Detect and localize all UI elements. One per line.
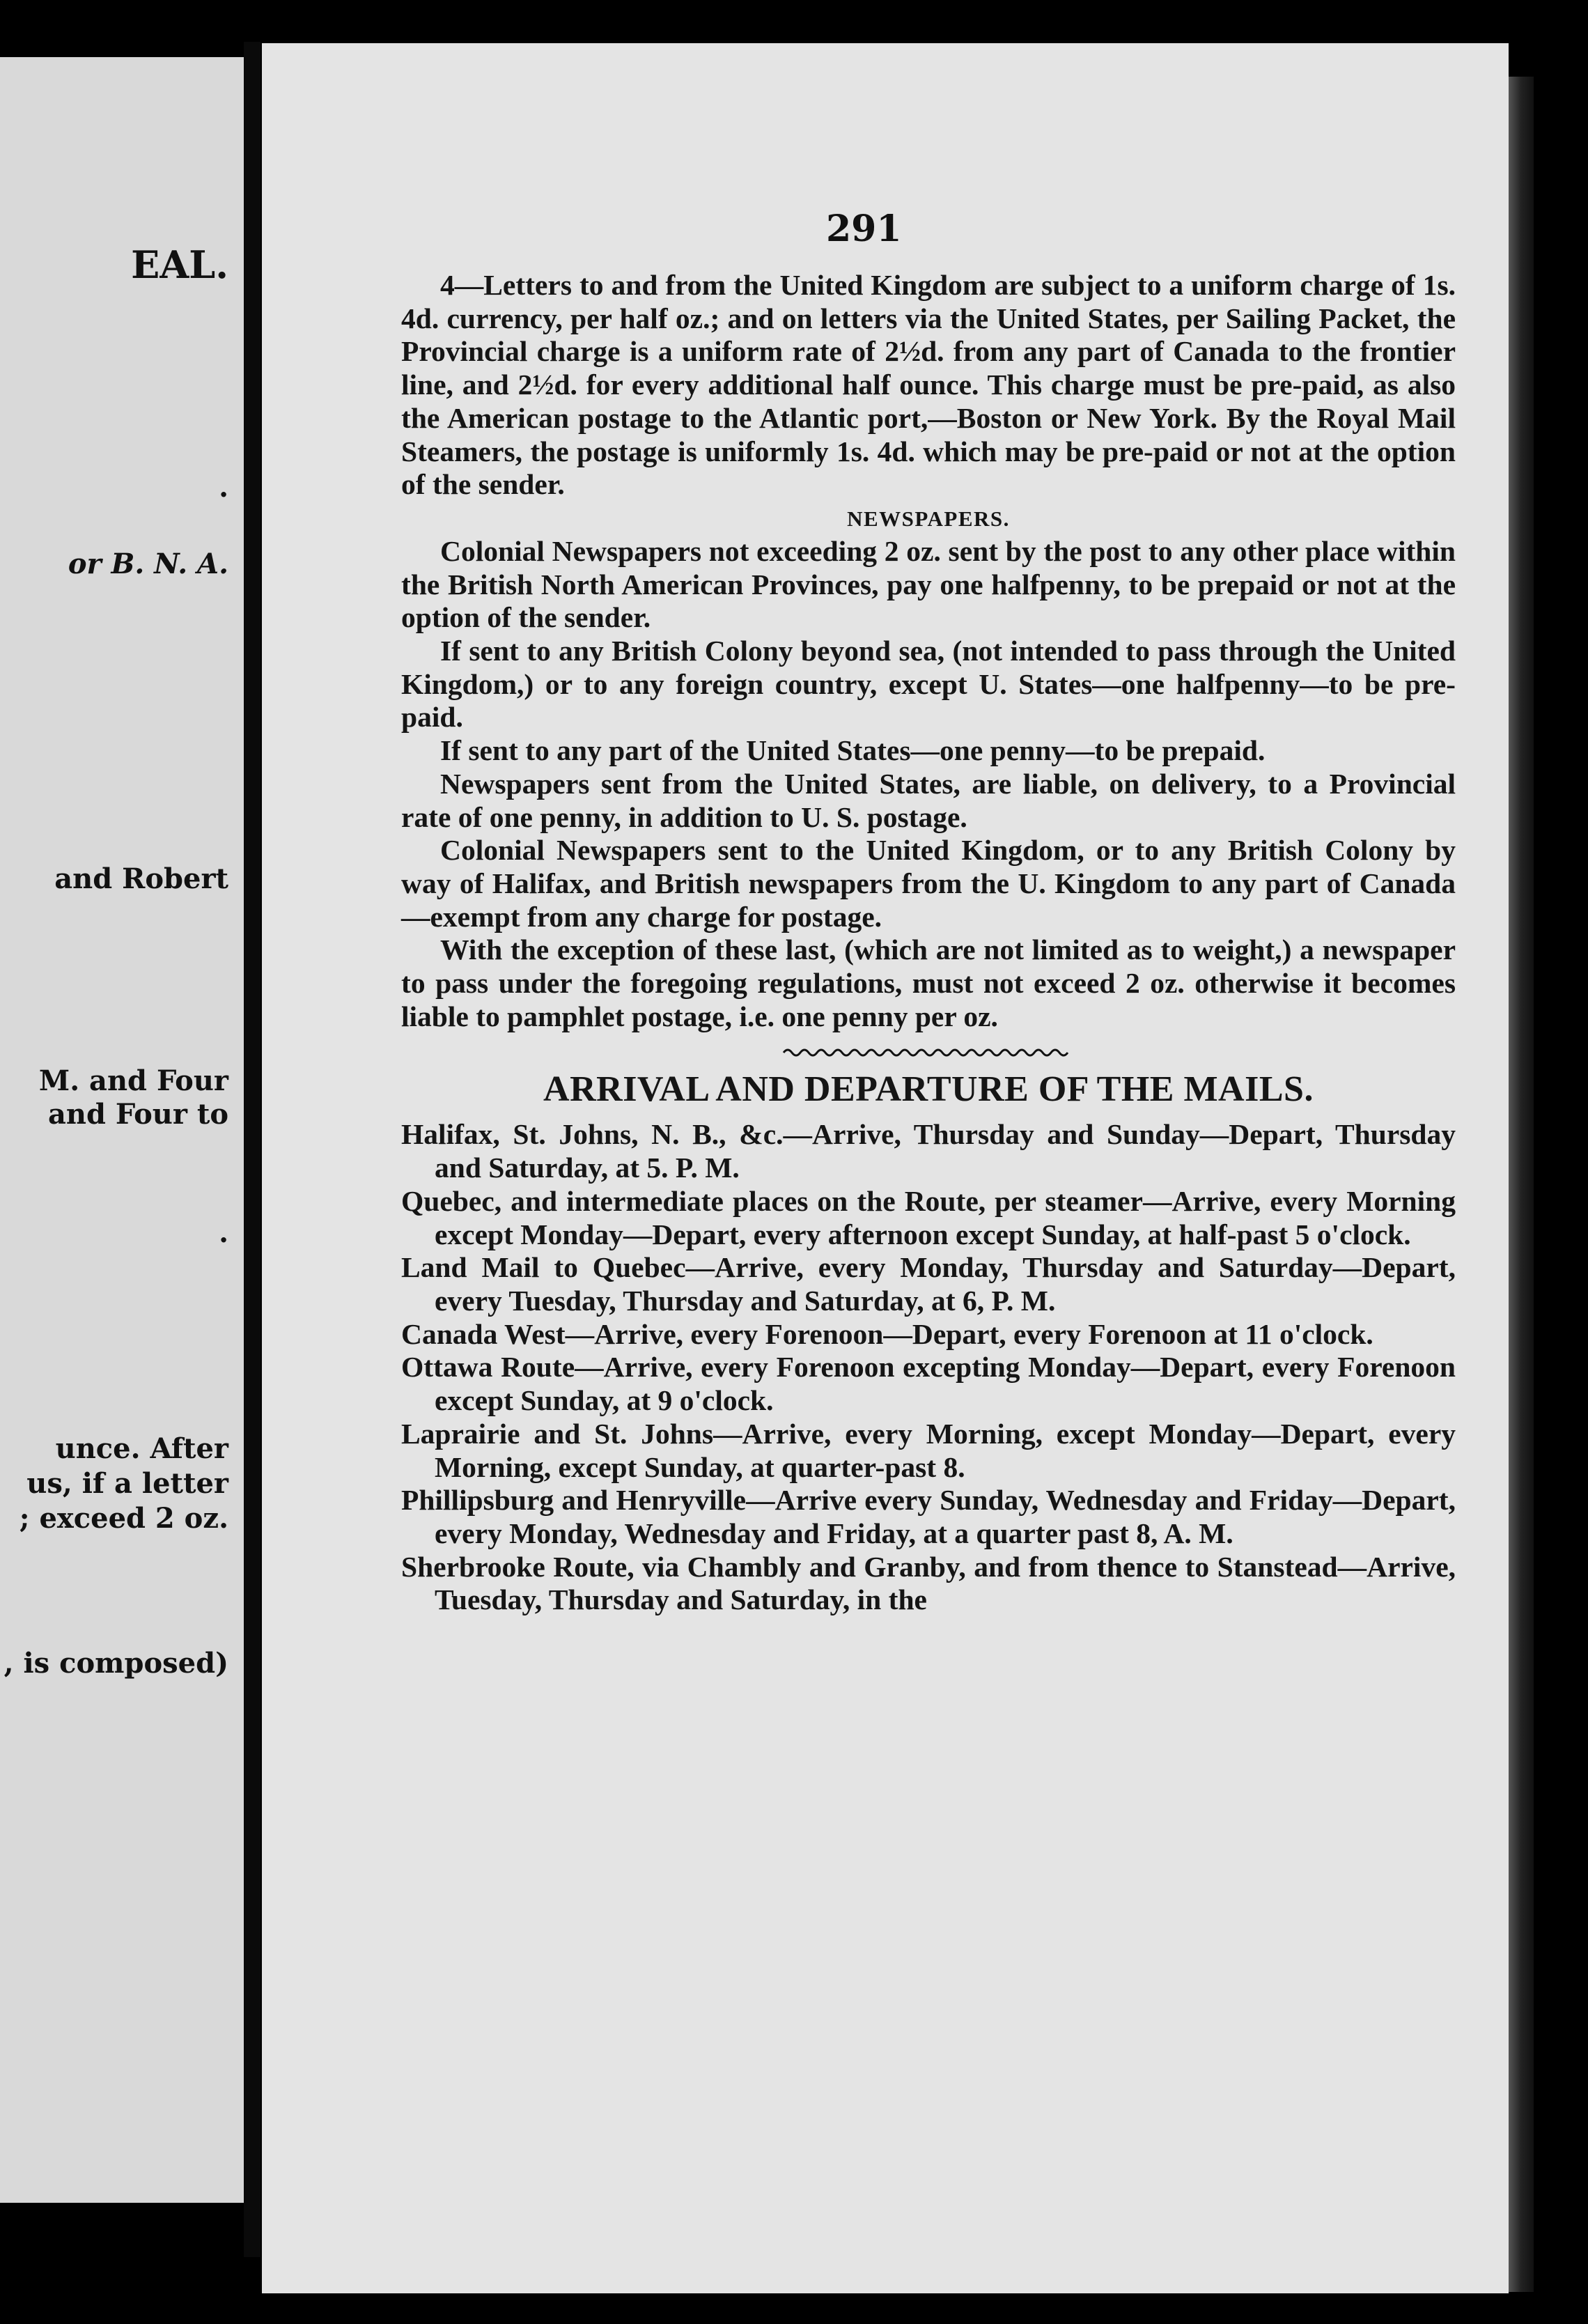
mails-heading: ARRIVAL AND DEPARTURE OF THE MAILS. (543, 1069, 1314, 1110)
left-page-text: and Four to (47, 1098, 228, 1131)
ornamental-divider (782, 1043, 1075, 1061)
newspapers-heading: NEWSPAPERS. (847, 506, 1010, 531)
book-gutter (244, 42, 260, 2257)
newspaper-paragraph: With the exception of these last, (which are not limited as to weight,) a newspaper to pass under the foregoing regulations, must not exceed 2 oz. otherwise it becomes liable to pamphlet postage, i.e. one penny per oz. (401, 934, 1456, 1032)
page-number: 291 (826, 208, 902, 250)
mail-route-entry: Canada West—Arrive, every Forenoon—Depart, every Forenoon at 11 o'clock. (401, 1317, 1373, 1350)
left-page-text: M. and Four (38, 1064, 228, 1097)
left-page-text: , is composed) (3, 1647, 228, 1680)
newspaper-paragraph: Colonial Newspapers not exceeding 2 oz. sent by the post to any other place within the British North American Provinces, pay one halfpenny, to be prepaid or not at the option of the sender. (401, 534, 1456, 634)
newspaper-paragraph: Newspapers sent from the United States, are liable, on delivery, to a Provincial rate of one penny, in addition to U. S. postage. (401, 767, 1456, 833)
left-page-text: unce. After (55, 1432, 228, 1465)
page-edge (1509, 77, 1534, 2292)
mail-route-entry: Halifax, St. Johns, N. B., &c.—Arrive, Thursday and Sunday—Depart, Thursday and Saturday, at 5. P. M. (401, 1118, 1456, 1184)
newspaper-paragraph: If sent to any part of the United States—one penny—to be prepaid. (440, 734, 1266, 767)
left-page-text: . (219, 471, 228, 504)
left-page-text: . (219, 1216, 228, 1249)
newspaper-paragraph: If sent to any British Colony beyond sea, (not intended to pass through the United Kingdom,) or to any foreign country, except U. States—one halfpenny—to be pre-paid. (401, 635, 1456, 734)
facing-page-fragment (0, 57, 244, 2203)
newspaper-paragraph: Colonial Newspapers sent to the United Kingdom, or to any British Colony by way of Halifax, and British newspapers from the U. Kingdom to any part of Canada—exempt from any charge for postage. (401, 834, 1456, 933)
left-page-text: EAL. (131, 242, 228, 287)
left-page-text: and Robert (54, 862, 228, 895)
left-page-text: us, if a letter (26, 1467, 228, 1500)
mail-route-entry: Ottawa Route—Arrive, every Forenoon excepting Monday—Depart, every Forenoon except Sunday, at 9 o'clock. (401, 1351, 1456, 1417)
mail-route-entry: Sherbrooke Route, via Chambly and Granby, and from thence to Stanstead—Arrive, Tuesday, Thursday and Saturday, in the (401, 1550, 1456, 1616)
letters-paragraph: 4—Letters to and from the United Kingdom are subject to a uniform charge of 1s. 4d. currency, per half oz.; and on letters via the United States, per Sailing Packet, the Provincial charge is a uniform rate of 2½d. from any part of Canada to the frontier line, and 2½d. for every additional half ounce. This charge must be pre-paid, as also the American postage to the Atlantic port,—Boston or New York. By the Royal Mail Steamers, the postage is uniformly 1s. 4d. which may be pre-paid or not at the option of the sender. (401, 269, 1456, 501)
mail-route-entry: Land Mail to Quebec—Arrive, every Monday, Thursday and Saturday—Depart, every Tuesday, Thursday and Saturday, at 6, P. M. (401, 1251, 1456, 1317)
page-body (401, 269, 1456, 1617)
book-page (262, 43, 1509, 2293)
left-page-text: or B. N. A. (68, 548, 228, 580)
mail-route-entry: Laprairie and St. Johns—Arrive, every Morning, except Monday—Depart, every Morning, except Sunday, at quarter-past 8. (401, 1417, 1456, 1483)
left-page-text: ; exceed 2 oz. (19, 1502, 228, 1535)
mail-route-entry: Phillipsburg and Henryville—Arrive every Sunday, Wednesday and Friday—Depart, every Monday, Wednesday and Friday, at a quarter past 8, A. M. (401, 1484, 1456, 1549)
mail-route-entry: Quebec, and intermediate places on the Route, per steamer—Arrive, every Morning except Monday—Depart, every afternoon except Sunday, at half-past 5 o'clock. (401, 1184, 1456, 1250)
